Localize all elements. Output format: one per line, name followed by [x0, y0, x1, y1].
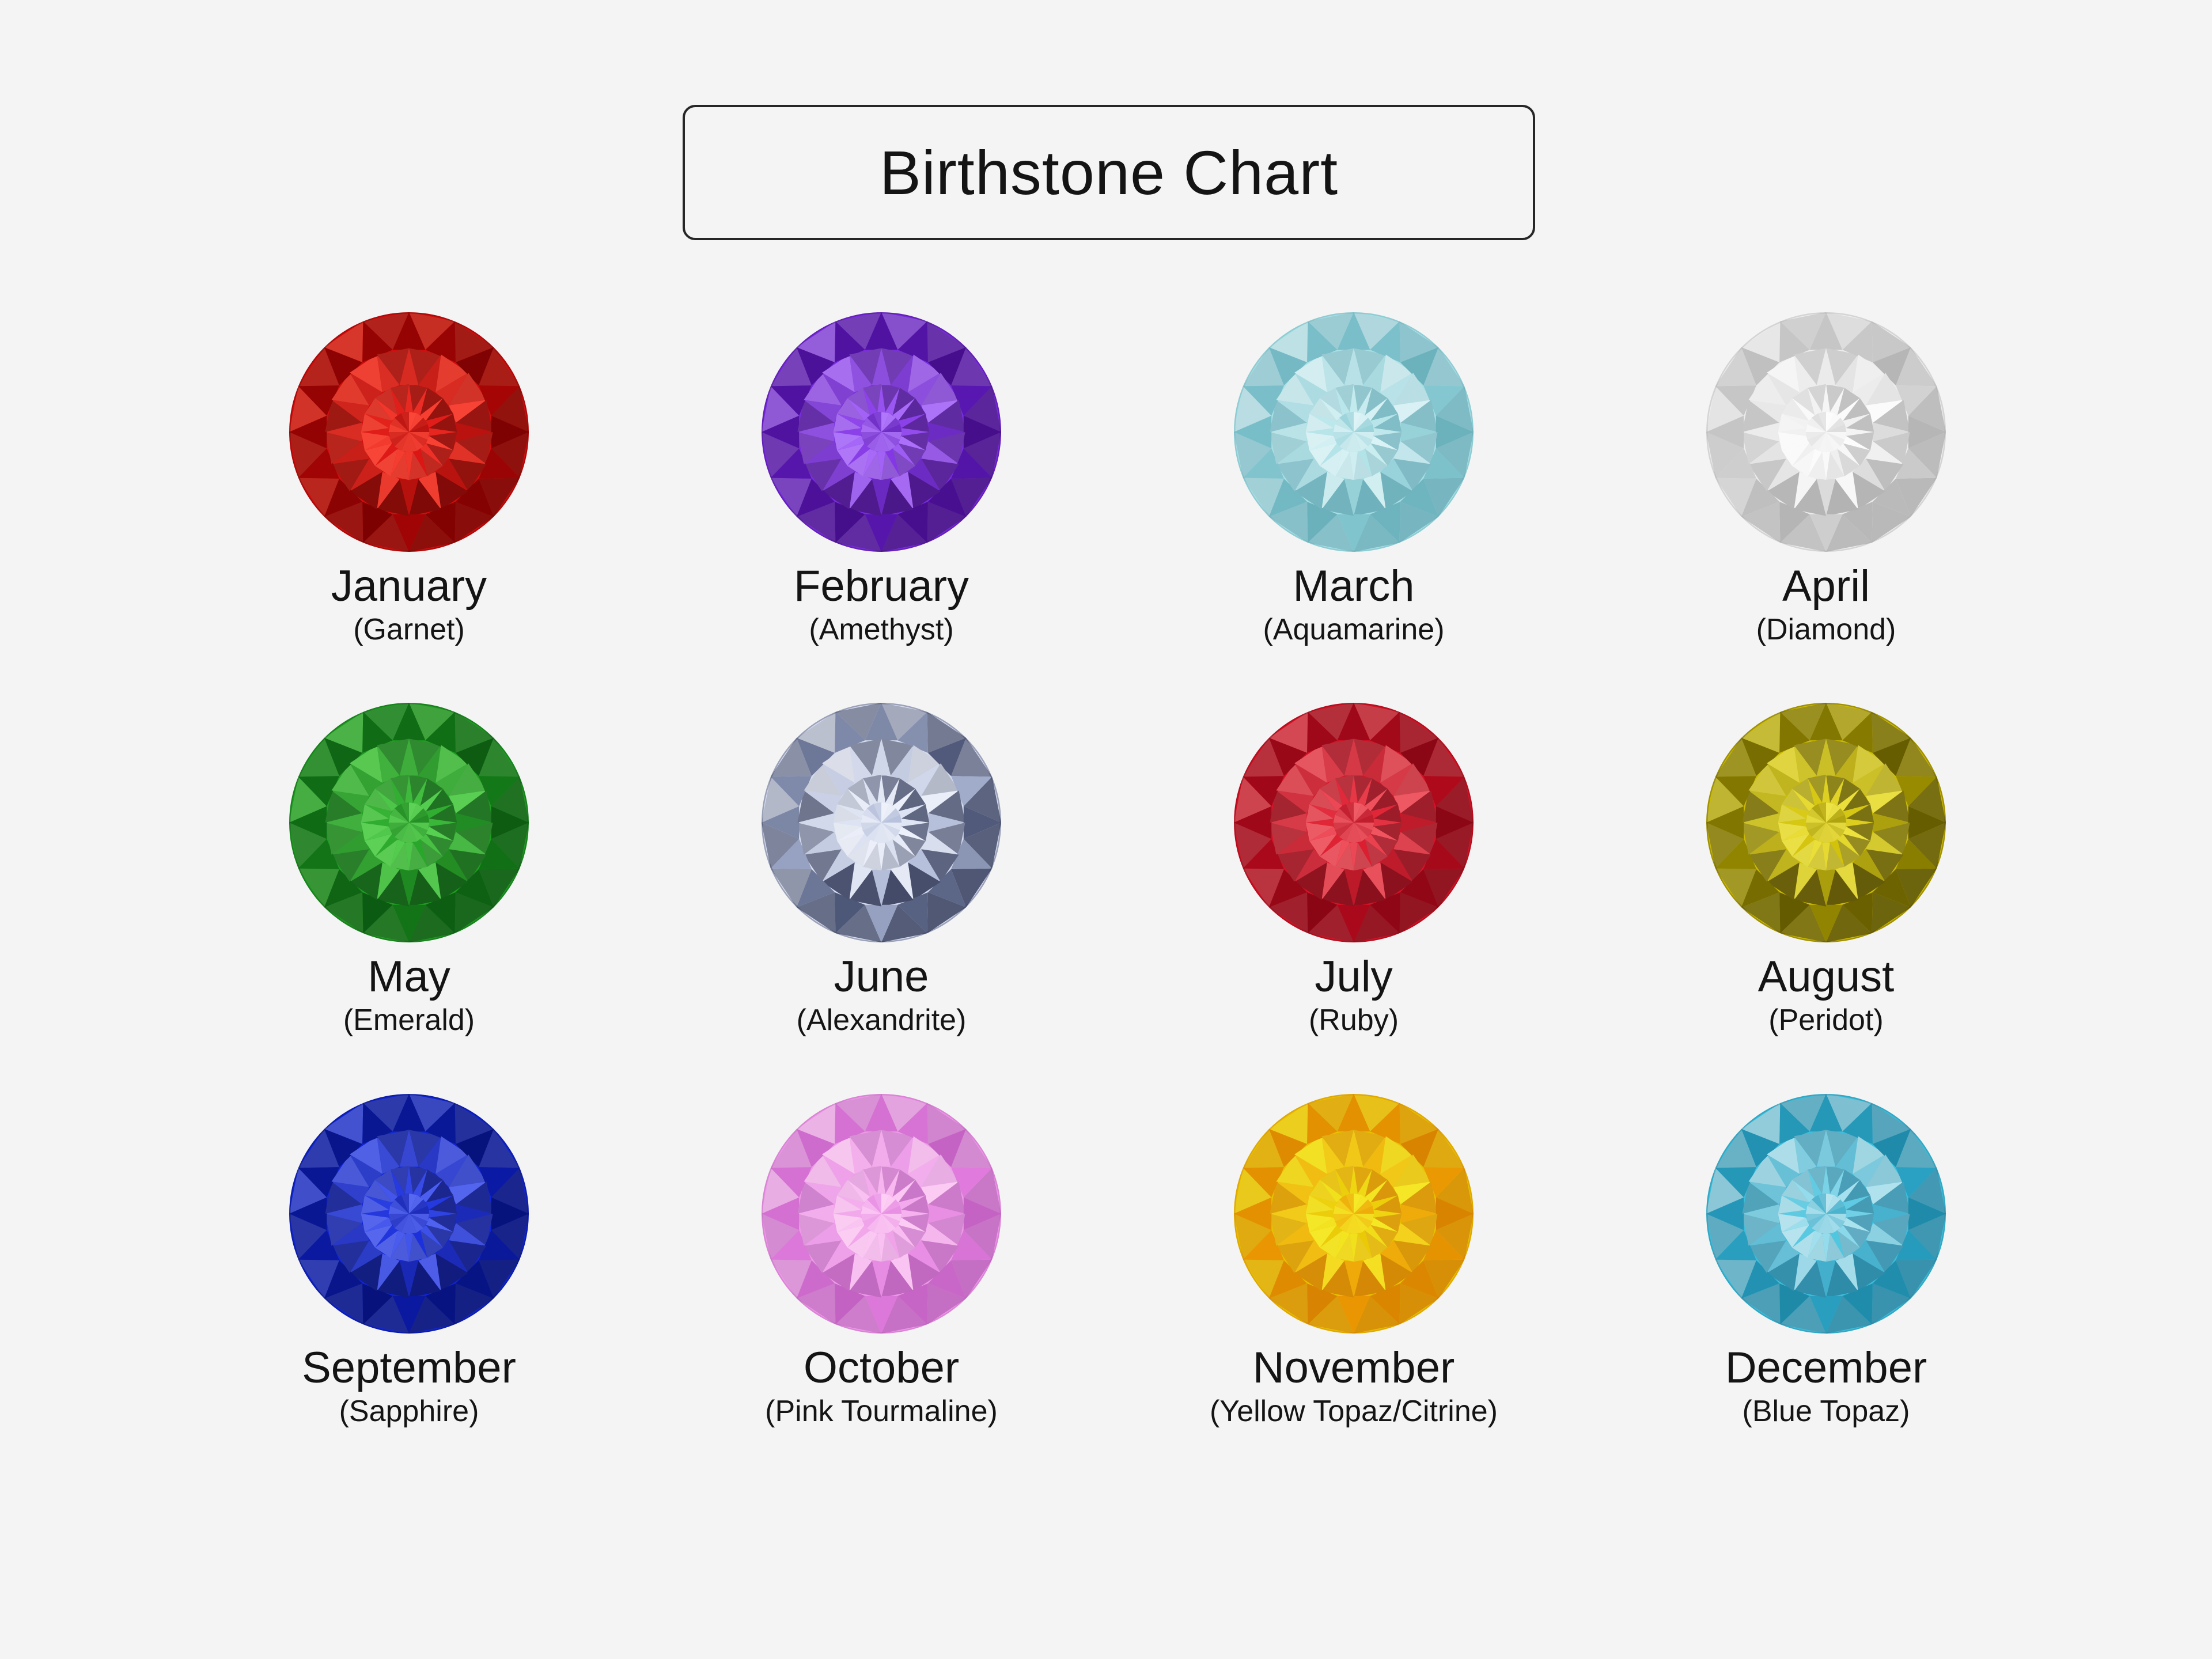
month-label: April [1782, 562, 1870, 611]
gem-icon-diamond[interactable] [1705, 311, 1947, 553]
month-label: July [1315, 952, 1393, 1002]
gem-facets [288, 311, 530, 553]
gem-facets [1233, 1093, 1475, 1335]
birthstone-cell-september[interactable] [173, 1093, 645, 1427]
stone-label: (Pink Tourmaline) [765, 1394, 998, 1428]
birthstone-grid [173, 311, 2062, 1427]
birthstone-cell-august[interactable] [1590, 702, 2062, 1036]
gem-icon-pink-tourmaline[interactable] [760, 1093, 1002, 1335]
month-label: February [793, 562, 969, 611]
stone-label: (Blue Topaz) [1742, 1394, 1910, 1428]
gem-icon-blue-topaz[interactable] [1705, 1093, 1947, 1335]
month-label: December [1725, 1343, 1927, 1392]
gem-facets [288, 1093, 530, 1335]
stone-label: (Amethyst) [809, 612, 954, 646]
gem-facets [1705, 702, 1947, 944]
gem-icon-sapphire[interactable] [288, 1093, 530, 1335]
stone-label: (Garnet) [353, 612, 465, 646]
stone-label: (Diamond) [1756, 612, 1896, 646]
birthstone-cell-february[interactable] [645, 311, 1118, 645]
gem-facets [1233, 702, 1475, 944]
gem-icon-alexandrite[interactable] [760, 702, 1002, 944]
gem-icon-aquamarine[interactable] [1233, 311, 1475, 553]
month-label: March [1293, 562, 1415, 611]
birthstone-cell-april[interactable] [1590, 311, 2062, 645]
gem-facets [760, 311, 1002, 553]
month-label: June [834, 952, 929, 1002]
month-label: September [302, 1343, 516, 1392]
month-label: January [331, 562, 487, 611]
gem-facets [760, 702, 1002, 944]
birthstone-cell-june[interactable] [645, 702, 1118, 1036]
month-label: May [368, 952, 450, 1002]
gem-facets [1233, 311, 1475, 553]
gem-icon-peridot[interactable] [1705, 702, 1947, 944]
month-label: November [1252, 1343, 1455, 1392]
stone-label: (Alexandrite) [796, 1003, 967, 1037]
gem-icon-yellow-topaz[interactable] [1233, 1093, 1475, 1335]
birthstone-cell-may[interactable] [173, 702, 645, 1036]
birthstone-cell-october[interactable] [645, 1093, 1118, 1427]
gem-icon-garnet[interactable] [288, 311, 530, 553]
gem-facets [1705, 1093, 1947, 1335]
stone-label: (Sapphire) [339, 1394, 479, 1428]
stone-label: (Aquamarine) [1263, 612, 1445, 646]
stone-label: (Emerald) [343, 1003, 475, 1037]
birthstone-cell-january[interactable] [173, 311, 645, 645]
birthstone-cell-march[interactable] [1118, 311, 1590, 645]
stone-label: (Ruby) [1308, 1003, 1399, 1037]
gem-facets [1705, 311, 1947, 553]
gem-icon-emerald[interactable] [288, 702, 530, 944]
gem-facets [288, 702, 530, 944]
birthstone-cell-november[interactable] [1118, 1093, 1590, 1427]
stone-label: (Peridot) [1768, 1003, 1884, 1037]
gem-facets [760, 1093, 1002, 1335]
month-label: October [803, 1343, 960, 1392]
chart-title-box [683, 105, 1535, 240]
page-title: Birthstone Chart [879, 137, 1339, 207]
stone-label: (Yellow Topaz/Citrine) [1209, 1394, 1498, 1428]
gem-icon-amethyst[interactable] [760, 311, 1002, 553]
month-label: August [1758, 952, 1895, 1002]
birthstone-cell-july[interactable] [1118, 702, 1590, 1036]
gem-icon-ruby[interactable] [1233, 702, 1475, 944]
birthstone-cell-december[interactable] [1590, 1093, 2062, 1427]
